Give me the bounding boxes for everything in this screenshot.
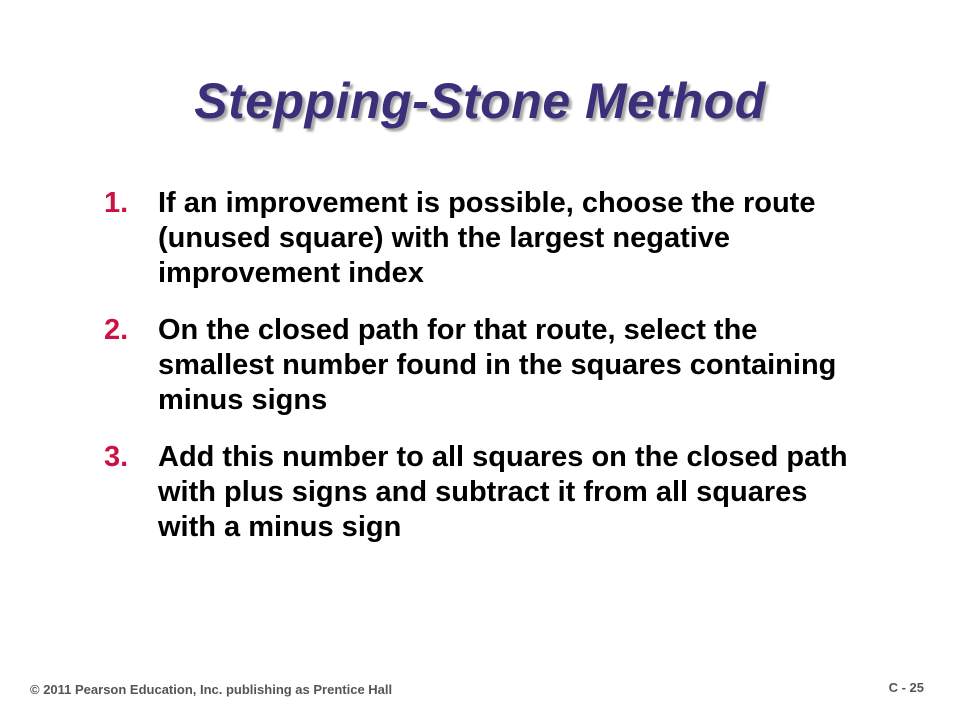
step-number: 1. — [104, 187, 129, 219]
step-list — [104, 186, 864, 567]
step-text: On the closed path for that route, select the smallest number found in the squares containing minus signs — [158, 314, 837, 416]
step-item — [104, 186, 864, 291]
step-text: Add this number to all squares on the closed path with plus signs and subtract it from all squares with a minus sign — [158, 441, 848, 543]
footer-copyright: © 2011 Pearson Education, Inc. publishing as Prentice Hall — [30, 682, 393, 697]
step-number: 3. — [104, 441, 129, 473]
step-item — [104, 313, 864, 418]
step-text: If an improvement is possible, choose the route (unused square) with the largest negative improvement index — [158, 187, 816, 289]
slide-title: Stepping-Stone Method — [194, 73, 766, 129]
step-item — [104, 440, 864, 545]
step-number: 2. — [104, 314, 129, 346]
page-number: C - 25 — [888, 680, 924, 695]
